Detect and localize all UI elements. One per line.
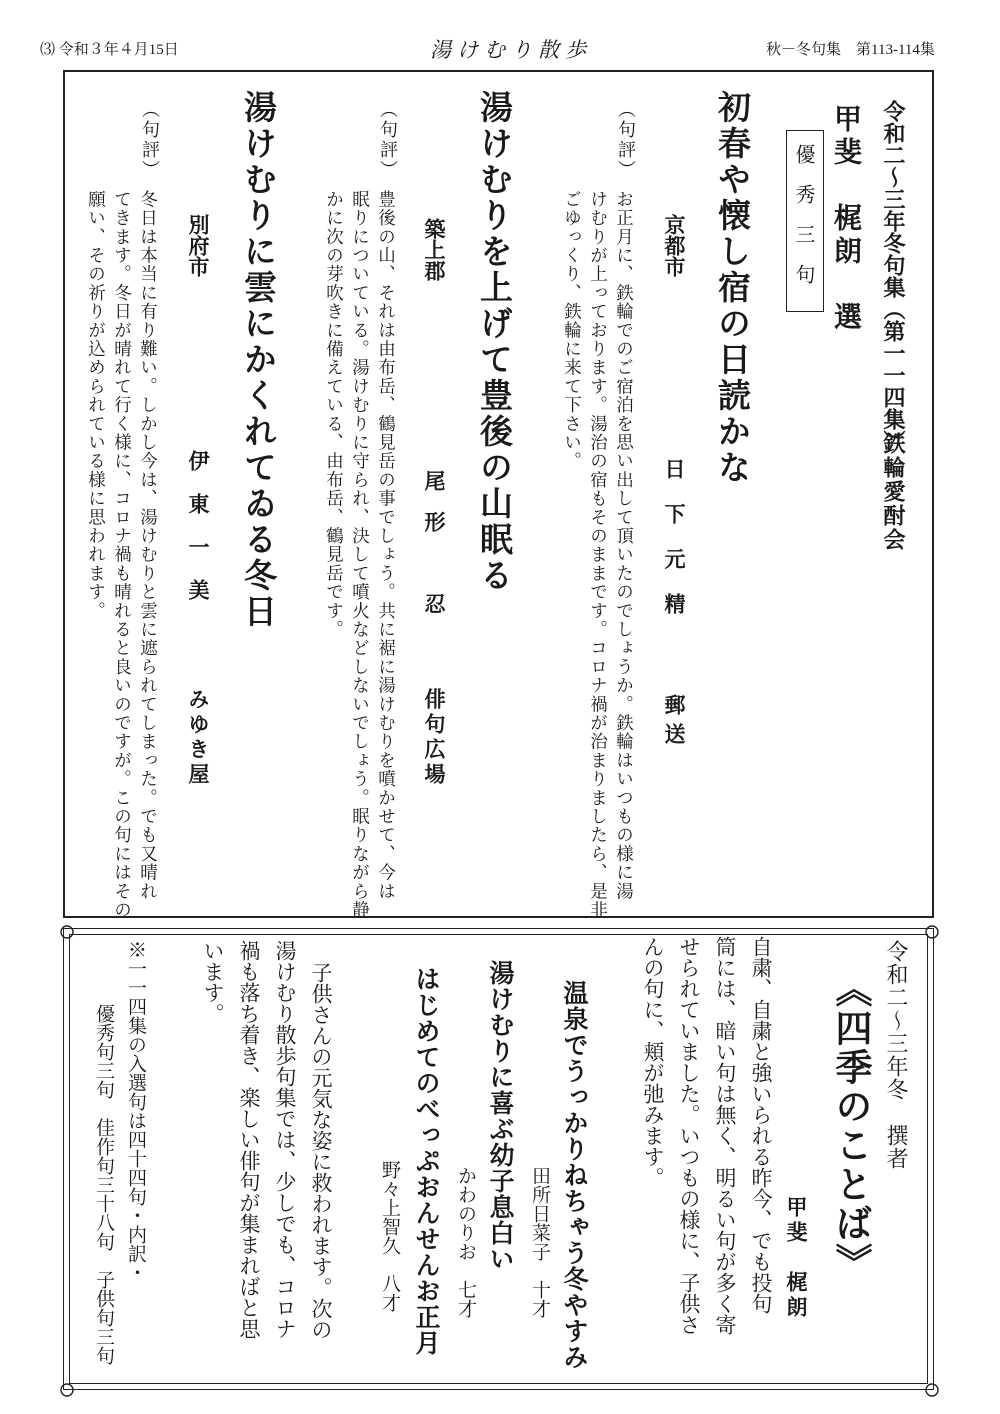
selection-title: 令和二～三年冬句集（第一一四集） (880, 100, 906, 452)
child-haiku-2: 湯けむりに喜ぶ幼子息白い (486, 960, 515, 1272)
kotoba-note-line-1: ※一一四集の入選句は四十四句・内訳・ (125, 940, 147, 1282)
entry-2-comment-line-3: かに次の芽吹きに備えている、由布岳、鶴見岳です。 (323, 190, 344, 639)
haiku-2: 湯けむりを上げて豊後の山眠る (475, 90, 514, 594)
entry-2-place: 築上郡 (422, 218, 447, 281)
corner-ornament-icon (56, 921, 78, 943)
entry-2-comment-label: （句評） (377, 100, 398, 180)
entry-3-comment-label: （句評） (139, 100, 160, 180)
entry-3-note: みゆき屋 (186, 688, 211, 788)
entry-1-comment-line-3: ごゆっくり、鉄輪に来て下さい。 (561, 190, 582, 471)
kotoba-outro-line-1: 子供さんの元気な姿に救われます。次の (309, 962, 333, 1340)
entry-1-comment-line-2: けむりが上っております。湯治の宿もそのままです。コロナ禍が治まりましたら、是非 (587, 190, 608, 920)
entry-3-author: 伊東一美 (186, 450, 211, 622)
kotoba-selector: 甲斐 梶朗 (784, 1196, 809, 1321)
selection-group: 鉄輪愛酎会 (880, 432, 906, 552)
kotoba-title: 《四季のことば》 (829, 970, 873, 1282)
entry-3-comment-line-1: 冬日は本当に有り難い。しかし今は、湯けむりと雲に遮られてしまった。でも又晴れ (137, 190, 158, 901)
corner-ornament-icon (56, 1379, 78, 1401)
selector-name: 甲斐 梶朗 選 (830, 104, 863, 335)
kotoba-note-line-2: 優秀句三句 佳作句三十八句 子供句三句 (93, 1004, 115, 1365)
entry-1-author: 日下元精 (662, 458, 687, 638)
header-title: 湯けむり散歩 (430, 38, 592, 62)
kotoba-intro-line-2: 筒には、暗い句は無く、明るい句が多く寄 (713, 936, 737, 1335)
entry-3-place: 別府市 (186, 214, 211, 277)
entry-3-comment-line-2: てきます。冬日が晴れて行く様に、コロナ禍も晴れると良いのですが。この句にはその (111, 190, 132, 920)
entry-2-author: 尾形 忍 (422, 470, 447, 634)
entry-2-note: 俳句広場 (422, 688, 447, 788)
header-date: ⑶ 令和３年４月15日 (40, 42, 179, 58)
entry-1-comment-label: （句評） (615, 100, 636, 180)
child-haiku-3-author: 野々上智久 八才 (379, 1160, 401, 1312)
child-haiku-2-author: かわのりお 七才 (455, 1166, 477, 1318)
kotoba-intro-line-1: 自粛、自粛と強いられる昨今、でも投句 (749, 936, 773, 1314)
entry-2-comment-line-1: 豊後の山、それは由布岳、鶴見岳の事でしょう。共に裾に湯けむりを噴かせて、今は (375, 190, 396, 901)
corner-ornament-icon (921, 921, 943, 943)
kotoba-heading: 令和二～三年冬 撰者 (883, 940, 908, 1170)
entry-2-comment-line-2: 眠りについている。湯けむりに守られ、決して噴火などしないでしょう。眠りながら静 (349, 190, 370, 920)
kotoba-outro-line-4: います。 (201, 940, 225, 1024)
entry-3-comment-line-3: 願い、その祈りが込められている様に思われます。 (85, 190, 106, 621)
child-haiku-3: はじめてのべっぷおんせんお正月 (412, 966, 441, 1356)
kotoba-intro-line-3: せられていました。いつもの様に、子供さ (677, 936, 701, 1335)
kotoba-outro-line-2: 湯けむり散歩句集では、少しでも、コロナ (273, 940, 297, 1339)
entry-1-note: 郵送 (662, 694, 687, 752)
child-haiku-1: 温泉でうっかりねちゃう冬やすみ (560, 980, 589, 1370)
entry-1-place: 京都市 (662, 214, 687, 277)
kotoba-intro-line-4: んの句に、頬が弛みます。 (641, 936, 665, 1188)
child-haiku-1-author: 田所日菜子 十才 (529, 1166, 551, 1318)
corner-ornament-icon (921, 1379, 943, 1401)
entry-1-comment-line-1: お正月に、鉄輪でのご宿泊を思い出して頂いたのでしょうか。鉄輪はいつもの様に湯 (613, 190, 634, 901)
haiku-1: 初春や懐し宿の日読かな (713, 90, 752, 486)
excellent-badge: 優秀三句 (792, 144, 816, 304)
haiku-3: 湯けむりに雲にかくれてゐる冬日 (239, 90, 278, 630)
header-issue: 秋－冬句集 第113-114集 (766, 42, 935, 58)
kotoba-outro-line-3: 禍も落ち着き、楽しい俳句が集まればと思 (237, 940, 261, 1339)
